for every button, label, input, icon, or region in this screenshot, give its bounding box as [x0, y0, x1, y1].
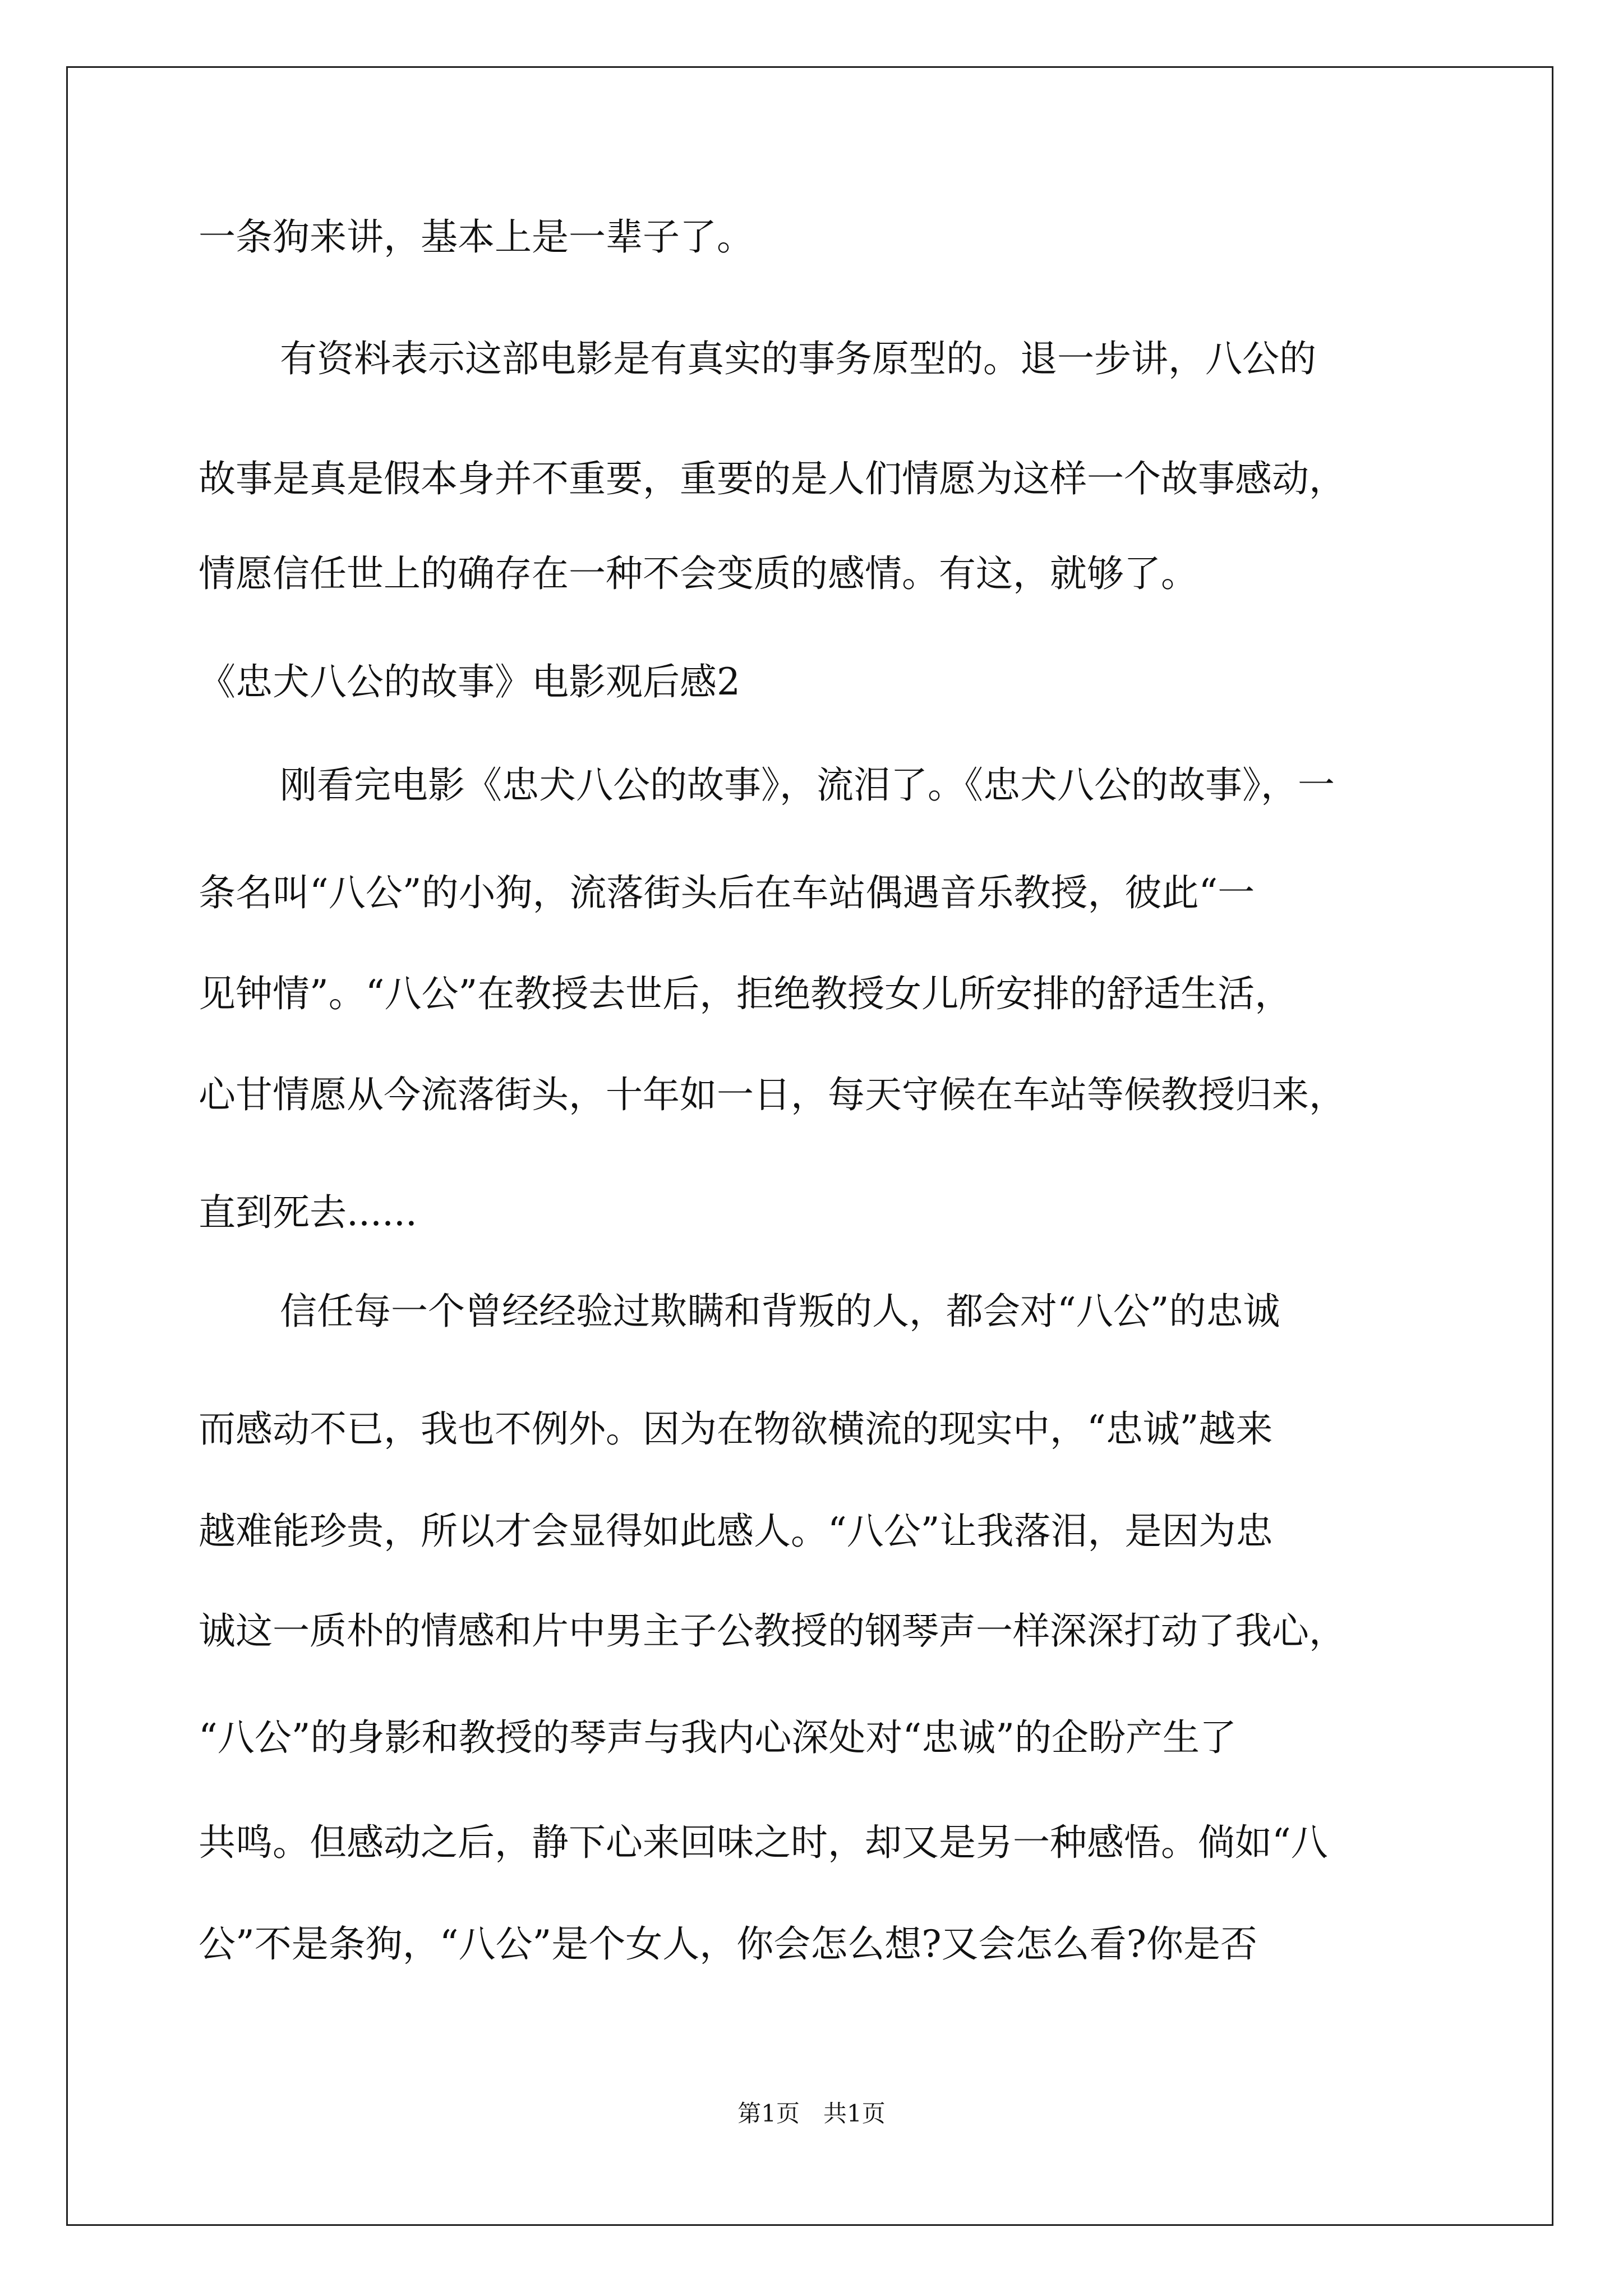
- paragraph-first-line: 刚看完电影《忠犬八公的故事》，流泪了。《忠犬八公的故事》，一: [280, 763, 1335, 807]
- section-heading: 《忠犬八公的故事》电影观后感2: [199, 660, 740, 703]
- body-line: 条名叫“八公”的小狗，流落街头后在车站偶遇音乐教授，彼此“一: [199, 871, 1255, 914]
- body-line: 直到死去......: [199, 1191, 417, 1234]
- body-line: 一条狗来讲，基本上是一辈子了。: [199, 215, 754, 259]
- body-line: 情愿信任世上的确存在一种不会变质的感情。有这，就够了。: [199, 552, 1198, 595]
- body-line: “八公”的身影和教授的琴声与我内心深处对“忠诚”的企盼产生了: [199, 1716, 1237, 1759]
- body-line: 而感动不已，我也不例外。因为在物欲横流的现实中，“忠诚”越来: [199, 1407, 1273, 1451]
- paragraph-first-line: 有资料表示这部电影是有真实的事务原型的。退一步讲，八公的: [280, 337, 1316, 380]
- body-line: 故事是真是假本身并不重要，重要的是人们情愿为这样一个故事感动，: [199, 457, 1346, 500]
- paragraph-first-line: 信任每一个曾经经验过欺瞒和背叛的人，都会对“八公”的忠诚: [280, 1290, 1280, 1333]
- body-line: 诚这一质朴的情感和片中男主子公教授的钢琴声一样深深打动了我心，: [199, 1609, 1346, 1653]
- body-line: 心甘情愿从今流落街头，十年如一日，每天守候在车站等候教授归来，: [199, 1073, 1346, 1116]
- body-line: 见钟情”。“八公”在教授去世后，拒绝教授女儿所安排的舒适生活，: [199, 972, 1292, 1015]
- page-border: [66, 66, 1553, 2226]
- page-number-footer: 第1页 共1页: [737, 2100, 886, 2127]
- body-line: 共鸣。但感动之后，静下心来回味之时，却又是另一种感悟。倘如“八: [199, 1821, 1328, 1864]
- body-line: 公”不是条狗，“八公”是个女人，你会怎么想?又会怎么看?你是否: [199, 1922, 1257, 1966]
- body-line: 越难能珍贵，所以才会显得如此感人。“八公”让我落泪，是因为忠: [199, 1510, 1273, 1553]
